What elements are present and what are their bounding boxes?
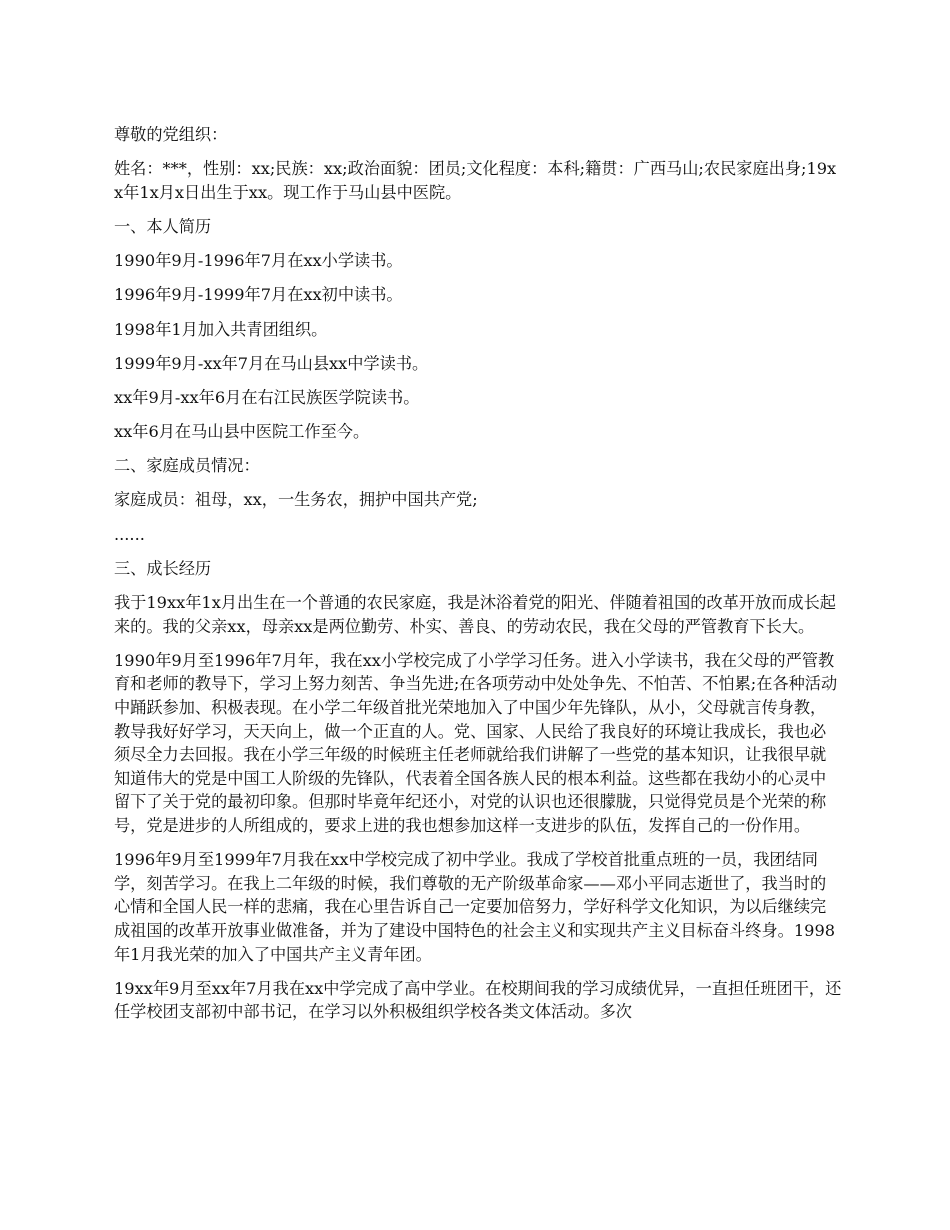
growth-paragraph: 1996年9月至1999年7月我在xx中学校完成了初中学业。我成了学校首批重点班的一员，我团结同学，刻苦学习。在我上二年级的时候，我们尊敬的无产阶级革命家——邓小平同志逝世了，我当时的心情和全国人民一样的悲痛，我在心里告诉自己一定要加倍努力，学好科学文化知识，为以后继续完成祖国的改革开放事业做准备，并为了建设中国特色的社会主义和实现共产主义目标奋斗终身。1998年1月我光荣的加入了中国共产主义青年团。 <box>114 850 836 964</box>
resume-item: 1990年9月-1996年7月在xx小学读书。 <box>114 251 403 271</box>
section-heading-growth: 三、成长经历 <box>114 558 212 578</box>
section-heading-resume: 一、本人简历 <box>114 216 212 236</box>
resume-item: xx年6月在马山县中医院工作至今。 <box>114 422 370 442</box>
resume-item: 1999年9月-xx年7月在马山县xx中学读书。 <box>114 353 429 373</box>
growth-paragraph: 19xx年9月至xx年7月我在xx中学完成了高中学业。在校期间我的学习成绩优异，一直担任班团干，还任学校团支部初中部书记，在学习以外积极组织学校各类文体活动。多次 <box>114 978 842 1022</box>
section-heading-family: 二、家庭成员情况： <box>114 456 260 476</box>
intro-paragraph: 姓名：***，性别：xx;民族：xx;政治面貌：团员;文化程度：本科;籍贯：广西马山;农民家庭出身;19xx年1x月x日出生于xx。现工作于马山县中医院。 <box>114 159 837 202</box>
growth-paragraph: 1990年9月至1996年7月年，我在xx小学校完成了小学学习任务。进入小学读书，我在父母的严管教育和老师的教导下，学习上努力刻苦、争当先进;在各项劳动中处处争先、不怕苦、不怕累;在各种活动中踊跃参加、积极表现。在小学二年级首批光荣地加入了中国少年先锋队，从小，父母就言传身教，教导我好好学习，天天向上，做一个正直的人。党、国家、人民给了我良好的环境让我成长，我也必须尽全力去回报。我在小学三年级的时候班主任老师就给我们讲解了一些党的基本知识，让我很早就知道伟大的党是中国工人阶级的先锋队，代表着全国各族人民的根本利益。这些都在我幼小的心灵中留下了关于党的最初印象。但那时毕竟年纪还小，对党的认识也还很朦胧，只觉得党员是个光荣的称号，党是进步的人所组成的，要求上进的我也想参加这样一支进步的队伍，发挥自己的一份作用。 <box>114 650 838 835</box>
resume-item: 1996年9月-1999年7月在xx初中读书。 <box>114 285 403 305</box>
family-member-line: 家庭成员：祖母，xx，一生务农，拥护中国共产党; <box>114 490 478 510</box>
resume-item: 1998年1月加入共青团组织。 <box>114 319 328 339</box>
growth-paragraph: 我于19xx年1x月出生在一个普通的农民家庭，我是沐浴着党的阳光、伴随着祖国的改革开放而成长起来的。我的父亲xx，母亲xx是两位勤劳、朴实、善良、的劳动农民，我在父母的严管教育下长大。 <box>114 593 836 636</box>
ellipsis: ...... <box>114 524 145 544</box>
resume-item: xx年9月-xx年6月在右江民族医学院读书。 <box>114 387 420 407</box>
salutation: 尊敬的党组织： <box>114 125 228 144</box>
document-page <box>114 123 842 1035</box>
